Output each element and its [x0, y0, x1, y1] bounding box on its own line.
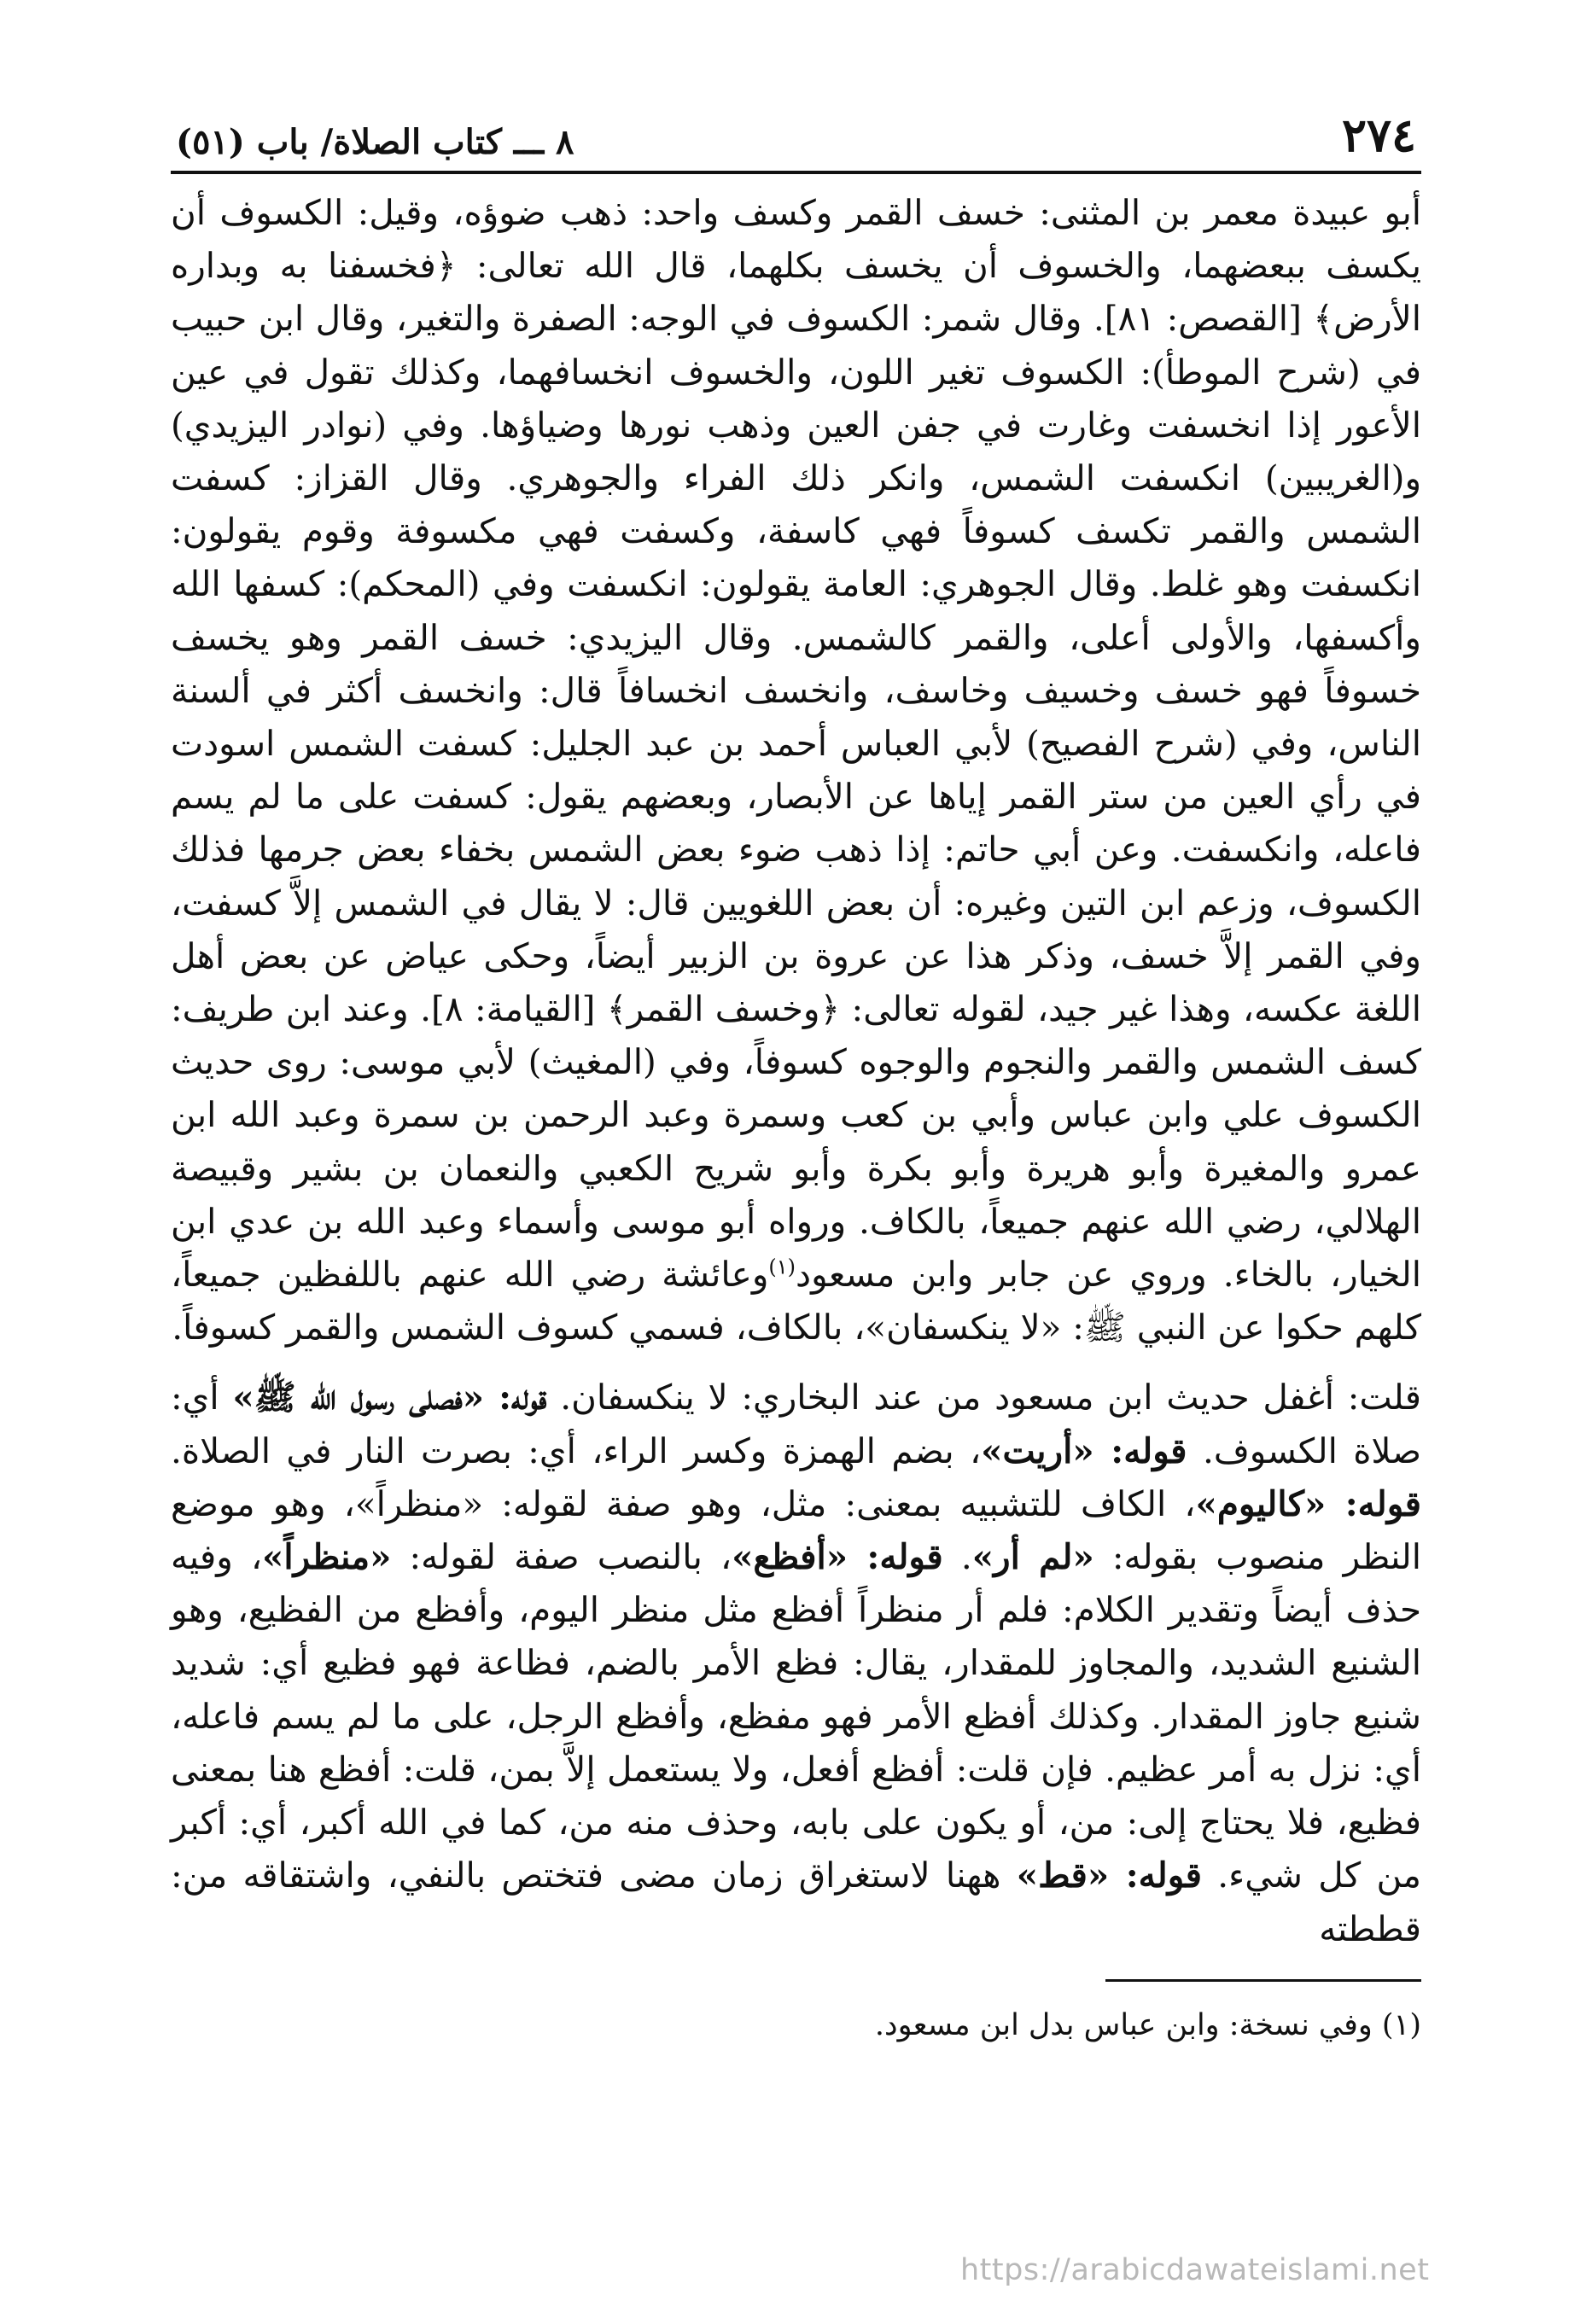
quoted-lemma: «منظراً»	[262, 1536, 392, 1578]
quoted-lemma: «لم أر»	[971, 1536, 1094, 1578]
paragraph-1-text: أبو عبيدة معمر بن المثنى: خسف القمر وكسف واحد: ذهب ضوؤه، وقيل: الكسوف أن يكسف ببعضهما، والخسوف أن يخسف بكلهما، قال الله تعالى: ﴿فخسفنا به وبداره الأرض﴾ [القصص: ٨١]. وقال شمر: الكسوف في الوجه: الصفرة والتغير، وقال ابن حبيب في (شرح الموطأ): الكسوف تغير اللون، والخسوف انخسافهما، وكذلك تقول في عين الأعور إذا انخسفت وغارت في جفن العين وذهب نورها وضياؤها. وفي (نوادر اليزيدي) و(الغريبين) انكسفت الشمس، وانكر ذلك الفراء والجوهري. وقال القزاز: كسفت الشمس والقمر تكسف كسوفاً فهي كاسفة، وكسفت فهي مكسوفة وقوم يقولون: انكسفت وهو غلط. وقال الجوهري: العامة يقولون: انكسفت وفي (المحكم): كسفها الله وأكسفها، والأولى أعلى، والقمر كالشمس. وقال اليزيدي: خسف القمر وهو يخسف خسوفاً فهو خسف وخسيف وخاسف، وانخسف انخسافاً قال: وانخسف أكثر في ألسنة الناس، وفي (شرح الفصيح) لأبي العباس أحمد بن عبد الجليل: كسفت الشمس اسودت في رأي العين من ستر القمر إياها عن الأبصار، وبعضهم يقول: كسفت على ما لم يسم فاعله، وانكسفت. وعن أبي حاتم: إذا ذهب ضوء بعض الشمس بخفاء بعض جرمها فذلك الكسوف، وزعم ابن التين وغيره: أن بعض اللغويين قال: لا يقال في الشمس إلاَّ كسفت، وفي القمر إلاَّ خسف، وذكر هذا عن عروة بن الزبير أيضاً، وحكى عياض عن بعض أهل اللغة عكسه، وهذا غير جيد، لقوله تعالى: ﴿وخسف القمر﴾ [القيامة: ٨]. وعند ابن طريف: كسف الشمس والقمر والنجوم والوجوه كسوفاً، وفي (المغيث) لأبي موسى: روى حديث الكسوف علي وابن عباس وأبي بن كعب وسمرة وعبد الرحمن بن سمرة وعبد الله ابن عمرو والمغيرة وأبو هريرة وأبو بكرة وأبو شريح الكعبي والنعمان بن بشير وقبيصة الهلالي، رضي الله عنهم جميعاً، بالكاف. ورواه أبو موسى وأسماء وعبد الله بن عدي ابن الخيار، بالخاء. وروي عن جابر وابن مسعود	[171, 192, 1421, 1296]
commentary-text: ، الكاف للتشبيه بمعنى: مثل، وهو صفة لقوله: «منظراً»، وهو موضع النظر منصوب بقوله:	[171, 1482, 1421, 1578]
commentary-text: ، وفيه حذف أيضاً وتقدير الكلام: فلم أر منظراً أفظع مثل منظر اليوم، وأفظع من الفظيع، وهو الشنيع الشديد، والمجاوز للمقدار، يقال: فظع الأمر بالضم، فظاعة فهو فظيع أي: شديد شنيع جاوز المقدار. وكذلك أفظع الأمر فهو مفظع، وأفظع الرجل، على ما لم يسم فاعله، أي: نزل به أمر عظيم. فإن قلت: أفظع أفعل، ولا يستعمل إلاَّ بمن، قلت: أفظع هنا بمعنى فظيع، فلا يحتاج إلى: من، أو يكون على بابه، وحذف منه من، كما في الله أكبر، أي: أكبر من كل شيء.	[171, 1536, 1421, 1896]
commentary-text: .	[942, 1536, 972, 1578]
quoted-lemma: قوله: «أفظع»	[732, 1536, 943, 1578]
quoted-lemma: قوله: «كاليوم»	[1195, 1482, 1421, 1524]
footnote-reference: (١)	[768, 1255, 796, 1279]
quoted-lemma: قوله: «قط»	[1016, 1855, 1203, 1896]
quoted-lemma: قوله: «أريت»	[981, 1430, 1187, 1471]
running-header	[171, 102, 1421, 174]
main-text	[171, 186, 1421, 1955]
commentary-text: أي: صلاة الكسوف.	[171, 1377, 1421, 1471]
paragraph-1	[171, 186, 1421, 1354]
footnote-divider	[1105, 1979, 1421, 1982]
chapter-title: ٨ ـــ كتاب الصلاة/ باب (٥١)	[176, 122, 574, 162]
commentary-text: قلت: أغفل حديث ابن مسعود من عند البخاري: لا ينكسفان.	[546, 1377, 1421, 1418]
commentary-text: ههنا لاستغراق زمان مضى فتختص بالنفي، واشتقاقه من: قططته	[171, 1855, 1421, 1949]
paragraph-2	[171, 1371, 1421, 1954]
quoted-lemma: قوله: «فصلى رسول الله ﷺ»	[232, 1377, 547, 1418]
commentary-text: ، بضم الهمزة وكسر الراء، أي: بصرت النار في الصلاة.	[171, 1430, 982, 1471]
watermark-url: https://arabicdawateislami.net	[960, 2253, 1430, 2287]
paragraph-1-text-continued: وعائشة رضي الله عنهم باللفظين جميعاً، كلهم حكوا عن النبي ﷺ: «لا ينكسفان»، بالكاف، فسمي كسوف الشمس والقمر كسوفاً.	[171, 1254, 1421, 1348]
commentary-text: ، بالنصب صفة لقوله:	[391, 1536, 732, 1578]
footnote: (١) وفي نسخة: وابن عباس بدل ابن مسعود.	[874, 2007, 1421, 2042]
page-number: ٢٧٤	[1341, 108, 1416, 162]
